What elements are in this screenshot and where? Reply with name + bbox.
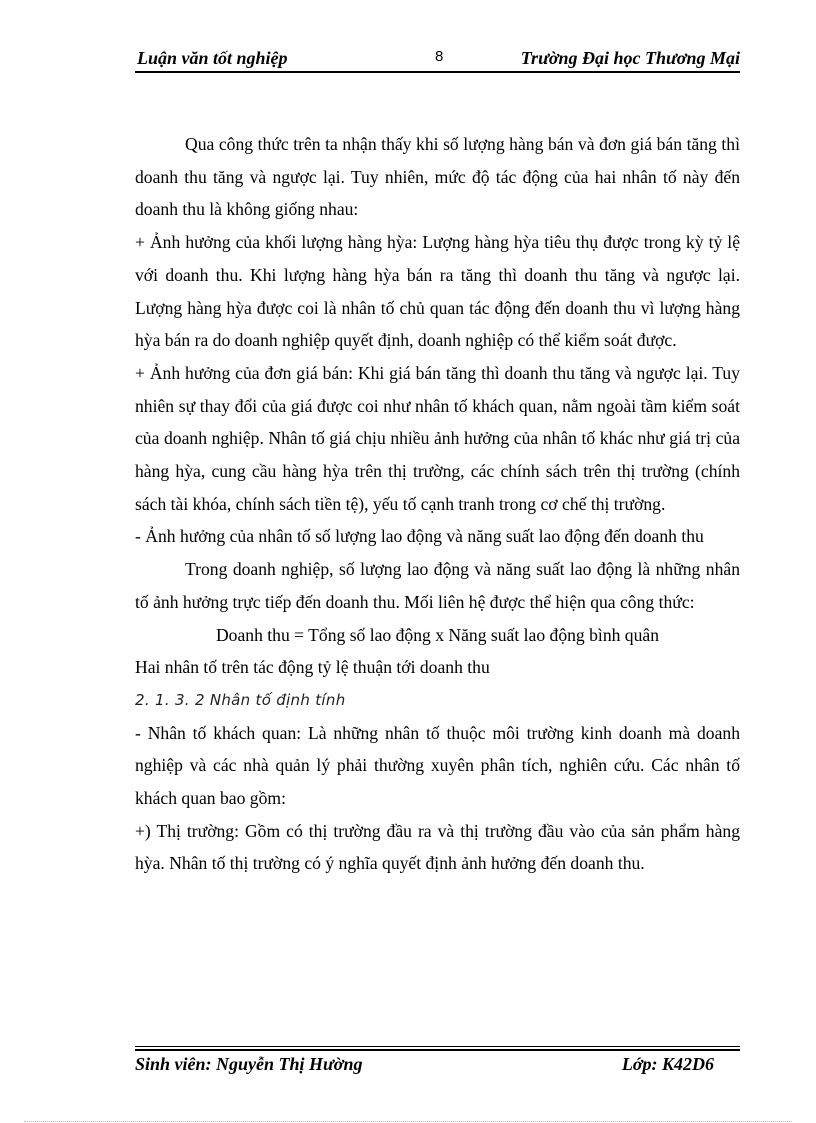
paragraph-quantity-effect: + Ảnh hưởng của khối lượng hàng hỳa: Lượng hàng hỳa tiêu thụ được trong kỳ tỷ lệ với doanh thu. Khi lượng hàng hỳa bán ra tăng thì doanh thu tăng và ngược lại. Lượng hàng hỳa được coi là nhân tố chủ quan tác động đến doanh thu vì lượng hàng hỳa bán ra do doanh nghiệp quyết định, doanh nghiệp có thể kiểm soát được. [135,232,740,351]
paragraph-intro: Qua công thức trên ta nhận thấy khi số lượng hàng bán và đơn giá bán tăng thì doanh thu tăng và ngược lại. Tuy nhiên, mức độ tác động của hai nhân tố này đến doanh thu là không giống nhau: [135,134,740,220]
page-header [135,48,740,72]
page-footer [135,1046,740,1086]
paragraph-proportional: Hai nhân tố trên tác động tỷ lệ thuận tới doanh thu [135,657,490,678]
body-text [135,128,740,880]
footer-student-name: Sinh viên: Nguyễn Thị Hường [135,1054,363,1074]
formula: Doanh thu = Tổng số lao động x Năng suất lao động bình quân [215,624,660,645]
header-thesis-title: Luận văn tốt nghiệp [137,48,288,68]
paragraph-objective-factors: - Nhân tố khách quan: Là những nhân tố thuộc môi trường kinh doanh mà doanh nghiệp và các nhà quản lý phải thường xuyên phân tích, nghiên cứu. Các nhân tố khách quan bao gồm: [135,722,740,809]
footer-rule-thin [135,1046,740,1047]
header-rule [135,71,740,73]
page-number: 8 [435,48,444,65]
paragraph-price-effect: + Ảnh hưởng của đơn giá bán: Khi giá bán tăng thì doanh thu tăng và ngược lại. Tuy nhiên sự thay đổi của giá được coi như nhân tố khách quan, nằm ngoài tầm kiểm soát của doanh nghiệp. Nhân tố giá chịu nhiều ảnh hưởng của nhân tố khác như giá trị của hàng hỳa, cung cầu hàng hỳa trên thị trường, các chính sách trên thị trường (chính sách tài khóa, chính sách tiền tệ), yếu tố cạnh tranh trong cơ chế thị trường. [135,362,740,514]
paragraph-market: +) Thị trường: Gồm có thị trường đầu ra và thị trường đầu vào của sản phẩm hàng hỳa. Nhân tố thị trường có ý nghĩa quyết định ảnh hưởng đến doanh thu. [135,820,740,874]
page-bottom-border [24,1121,792,1122]
paragraph-labor-body: Trong doanh nghiệp, số lượng lao động và năng suất lao động là những nhân tố ảnh hưởng trực tiếp đến doanh thu. Mối liên hệ được thể hiện qua công thức: [135,559,740,612]
footer-class: Lớp: K42D6 [621,1054,714,1074]
paragraph-labor-heading: - Ảnh hưởng của nhân tố số lượng lao động và năng suất lao động đến doanh thu [135,526,704,547]
section-heading: 2. 1. 3. 2 Nhân tố định tính [135,690,346,709]
footer-rule-thick [135,1049,740,1051]
header-university: Trường Đại học Thương Mại [520,48,740,68]
